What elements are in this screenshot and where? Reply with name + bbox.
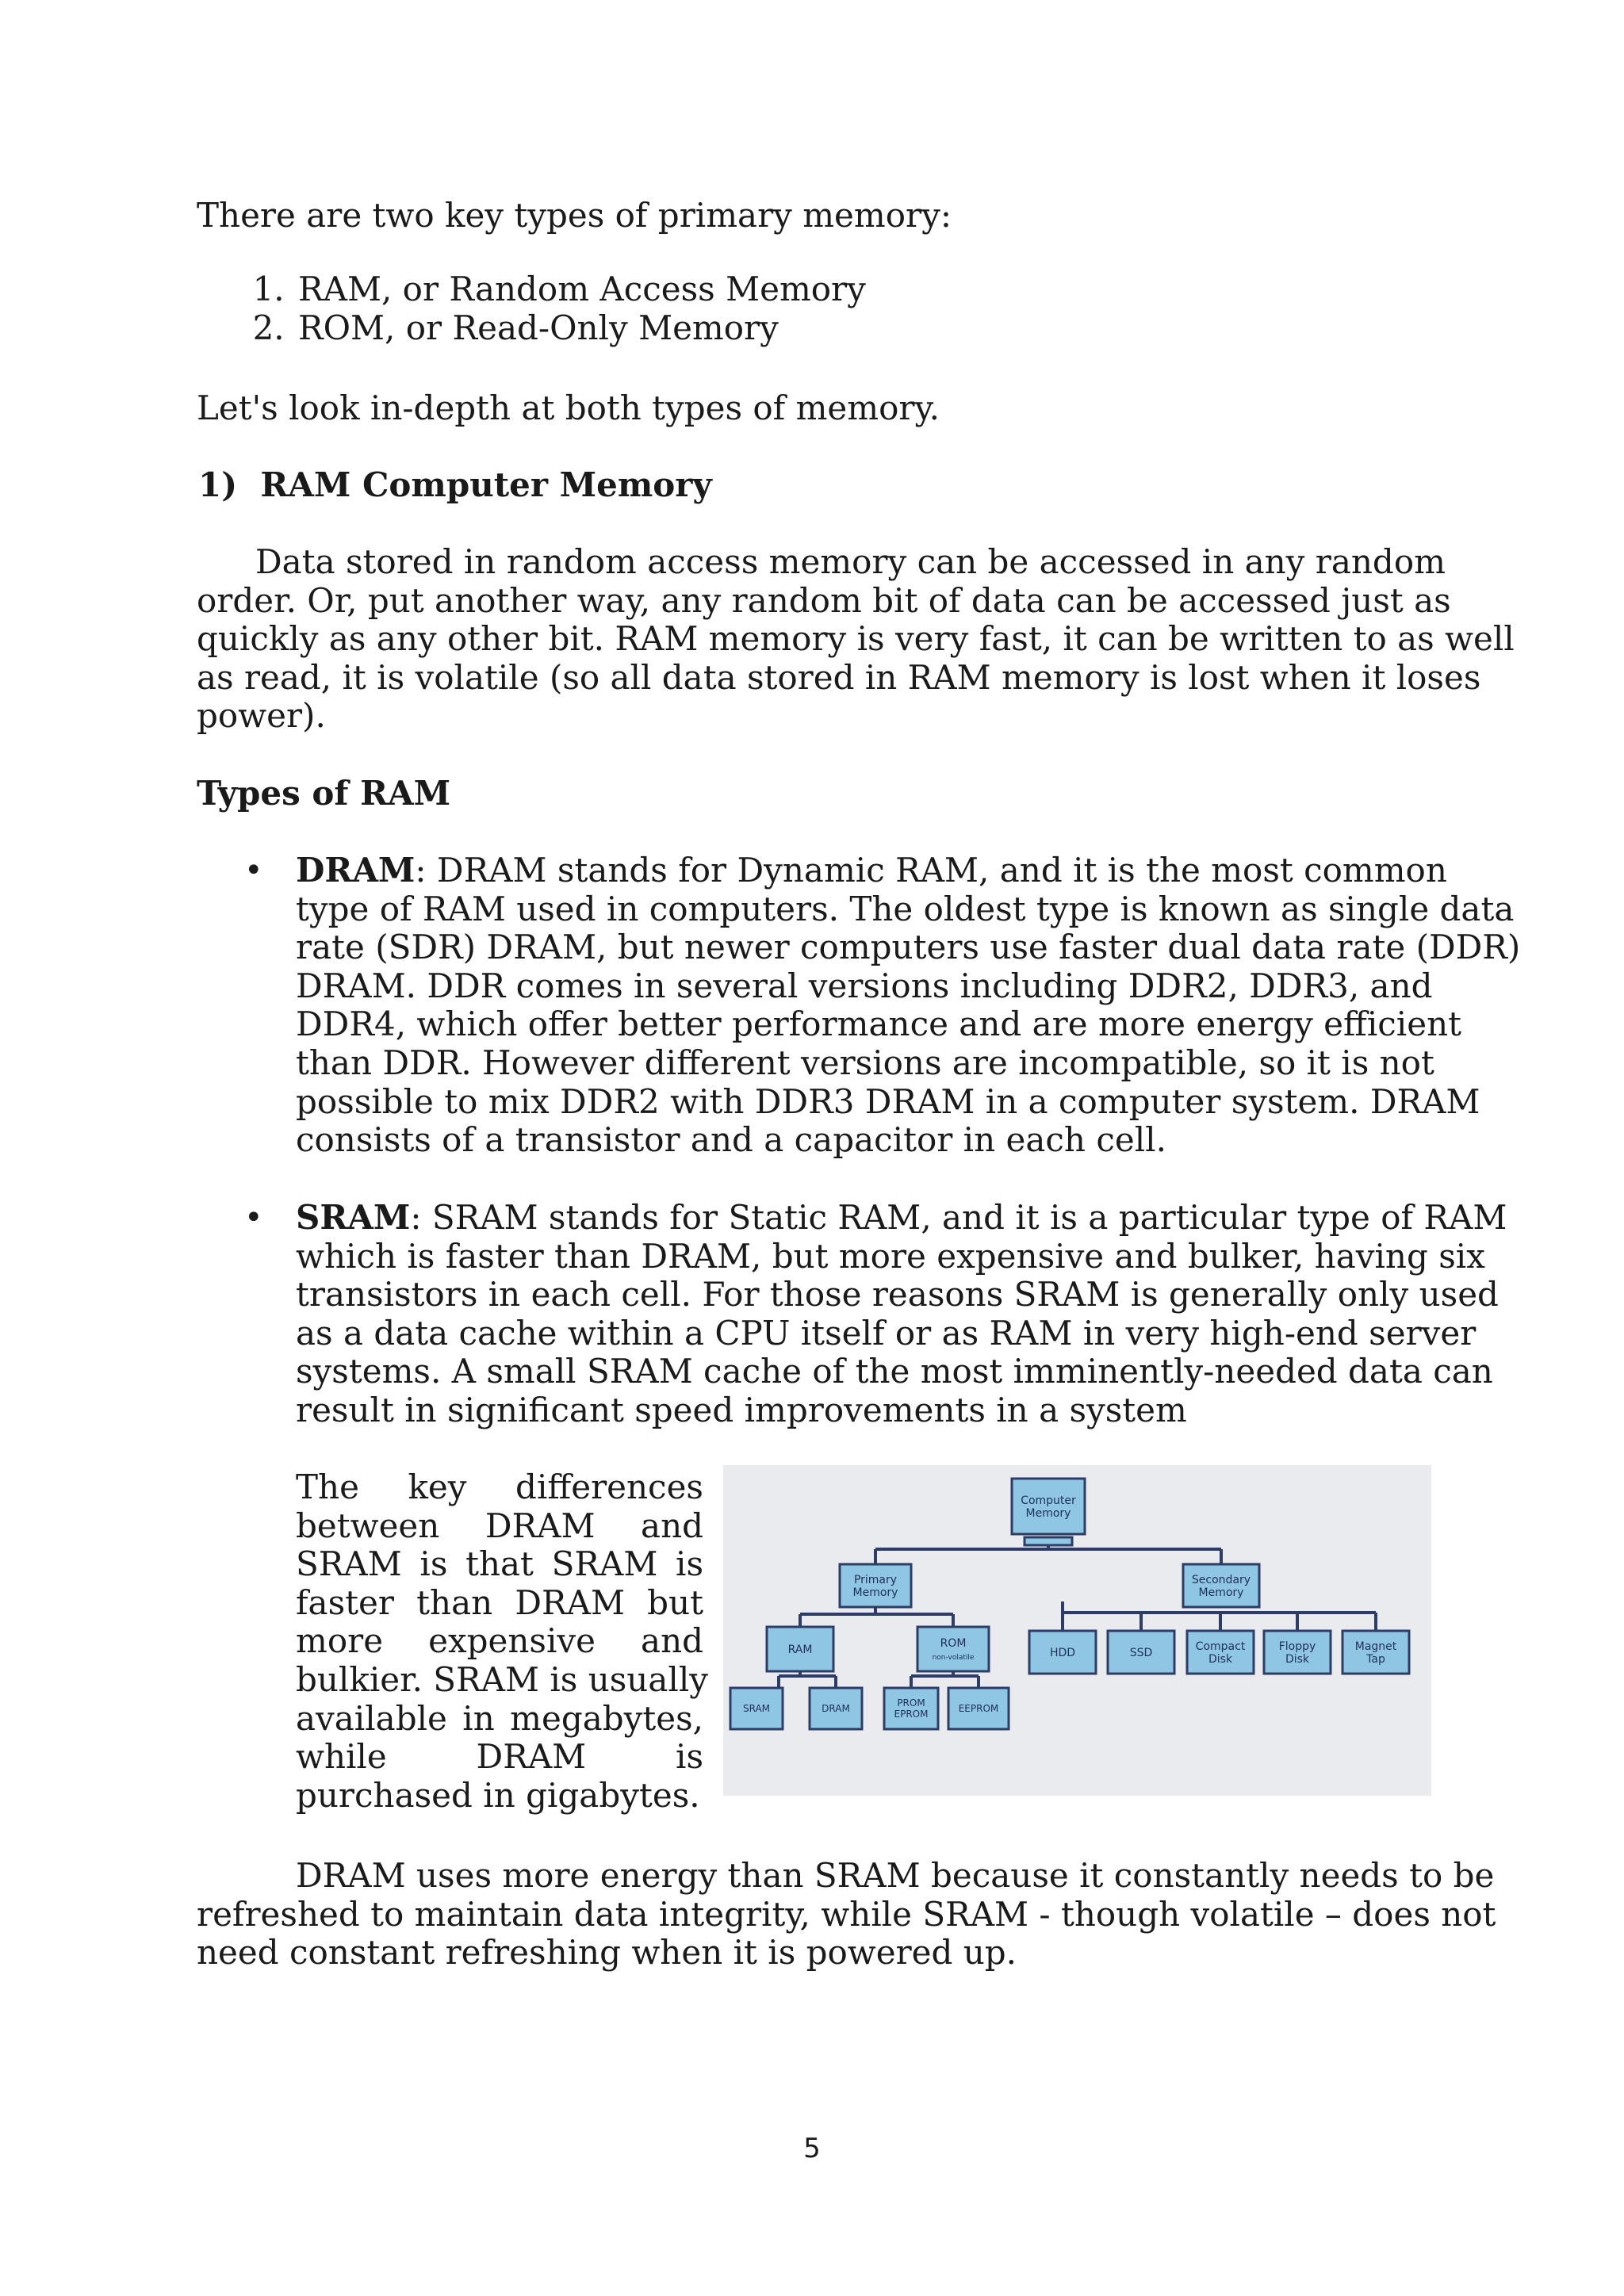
page-number: 5	[803, 2133, 821, 2164]
prom-eprom-node-label: PROM	[897, 1697, 925, 1709]
eeprom-node	[948, 1688, 1009, 1729]
paragraph-line: power).	[197, 696, 326, 736]
sram-node-label: SRAM	[742, 1703, 771, 1715]
sram-paragraph	[296, 1198, 1507, 1430]
paragraph-line: purchased in gigabytes.	[296, 1775, 700, 1815]
rom-node	[917, 1627, 989, 1671]
hdd-node-label: HDD	[1049, 1646, 1076, 1659]
paragraph-line: than DDR. However different versions are incompatible, so it is not	[296, 1043, 1434, 1082]
secondary-memory-node-label: Secondary	[1191, 1573, 1251, 1586]
paragraph-line: between DRAM and	[296, 1506, 703, 1545]
paragraph-line: as read, it is volatile (so all data stored in RAM memory is lost when it loses	[197, 657, 1481, 697]
sram-term: SRAM	[296, 1198, 411, 1237]
magnet-tap-node	[1342, 1631, 1409, 1674]
bullet-icon: •	[244, 852, 263, 889]
memory-hierarchy-diagram	[723, 1465, 1431, 1796]
dram-node	[810, 1688, 862, 1729]
types-heading: Types of RAM	[197, 774, 451, 813]
list-item: 1. RAM, or Random Access Memory	[295, 270, 866, 308]
compact-disk-node	[1187, 1631, 1254, 1674]
rom-node-label: ROM	[940, 1636, 967, 1650]
diagram-nodes	[730, 1479, 1409, 1729]
paragraph-line: quickly as any other bit. RAM memory is very fast, it can be written to as well	[197, 619, 1515, 659]
eeprom-node-label: EEPROM	[958, 1703, 999, 1715]
monitor-base-box	[1025, 1537, 1072, 1545]
paragraph-line: bulkier. SRAM is usually	[296, 1659, 708, 1699]
paragraph-line: DRAM uses more energy than SRAM because it constantly needs to be	[296, 1856, 1495, 1895]
ram-paragraph	[197, 542, 1515, 736]
monitor-base	[1025, 1537, 1072, 1545]
ssd-node-label: SSD	[1129, 1646, 1153, 1659]
bullet-icon: •	[244, 1200, 263, 1236]
paragraph-line: more expensive and	[296, 1621, 703, 1661]
hdd-node	[1029, 1631, 1096, 1674]
floppy-disk-node-label: Floppy	[1278, 1640, 1316, 1653]
computer-memory-node	[1012, 1479, 1085, 1534]
paragraph-line: need constant refreshing when it is powered up.	[197, 1933, 1017, 1973]
dram-node-label: DRAM	[822, 1703, 850, 1715]
list-item: 2. ROM, or Read-Only Memory	[295, 308, 866, 347]
memory-types-list	[197, 270, 866, 347]
rom-node-label: non-volatile	[932, 1653, 975, 1662]
paragraph-line: rate (SDR) DRAM, but newer computers use faster dual data rate (DDR)	[296, 928, 1521, 967]
closing-paragraph	[197, 1856, 1496, 1973]
prom-eprom-node	[884, 1688, 938, 1729]
paragraph-line: transistors in each cell. For those reasons SRAM is generally only used	[296, 1275, 1499, 1314]
computer-memory-node-label: Memory	[1025, 1506, 1071, 1520]
magnet-tap-node-label: Tap	[1366, 1652, 1385, 1666]
key-differences-text	[296, 1468, 708, 1815]
paragraph-line: SRAM is that SRAM is	[296, 1544, 703, 1584]
lookahead-text: Let's look in-depth at both types of memory.	[197, 388, 940, 427]
paragraph-line: consists of a transistor and a capacitor in each cell.	[296, 1120, 1166, 1160]
intro-text: There are two key types of primary memory:	[197, 196, 952, 235]
paragraph-line: while DRAM is	[296, 1737, 703, 1777]
primary-memory-node-label: Primary	[853, 1573, 898, 1586]
paragraph-line: order. Or, put another way, any random bit of data can be accessed just as	[197, 580, 1451, 620]
computer-memory-node-label: Computer	[1021, 1494, 1076, 1507]
ssd-node	[1108, 1631, 1174, 1674]
primary-memory-node	[840, 1564, 911, 1607]
paragraph-line: refreshed to maintain data integrity, while SRAM - though volatile – does not	[197, 1894, 1496, 1934]
paragraph-line: Data stored in random access memory can be accessed in any random	[255, 542, 1446, 581]
primary-memory-node-label: Memory	[852, 1586, 898, 1599]
paragraph-line: systems. A small SRAM cache of the most imminently-needed data can	[296, 1352, 1493, 1391]
floppy-disk-node	[1264, 1631, 1331, 1674]
diagram-svg	[723, 1465, 1431, 1796]
compact-disk-node-label: Compact	[1195, 1640, 1246, 1653]
section-heading: 1) RAM Computer Memory	[198, 465, 712, 504]
secondary-memory-node-label: Memory	[1198, 1586, 1244, 1599]
paragraph-line: DRAM: DRAM stands for Dynamic RAM, and it is the most common	[296, 851, 1447, 890]
paragraph-line: as a data cache within a CPU itself or as RAM in very high-end server	[296, 1313, 1477, 1353]
paragraph-line: DRAM. DDR comes in several versions including DDR2, DDR3, and	[296, 966, 1433, 1005]
prom-eprom-node-label: EPROM	[894, 1709, 929, 1720]
paragraph-line: possible to mix DDR2 with DDR3 DRAM in a computer system. DRAM	[296, 1081, 1480, 1121]
compact-disk-node-label: Disk	[1208, 1652, 1233, 1666]
paragraph-line: The key differences	[296, 1468, 703, 1506]
magnet-tap-node-label: Magnet	[1354, 1640, 1397, 1653]
paragraph-line: faster than DRAM but	[296, 1582, 703, 1622]
floppy-disk-node-label: Disk	[1285, 1652, 1310, 1666]
dram-paragraph	[296, 851, 1521, 1160]
paragraph-line: DDR4, which offer better performance and are more energy efficient	[296, 1004, 1462, 1044]
secondary-memory-node	[1183, 1564, 1259, 1607]
paragraph-line: SRAM: SRAM stands for Static RAM, and it is a particular type of RAM	[296, 1198, 1507, 1237]
paragraph-line: which is faster than DRAM, but more expensive and bulker, having six	[296, 1236, 1485, 1276]
paragraph-line: available in megabytes,	[296, 1698, 703, 1738]
ram-node-label: RAM	[787, 1643, 813, 1656]
paragraph-line: result in significant speed improvements in a system	[296, 1390, 1187, 1429]
ram-node	[767, 1627, 833, 1671]
paragraph-line: type of RAM used in computers. The oldest type is known as single data	[296, 889, 1515, 928]
sram-node	[730, 1688, 783, 1729]
dram-term: DRAM	[296, 851, 416, 890]
